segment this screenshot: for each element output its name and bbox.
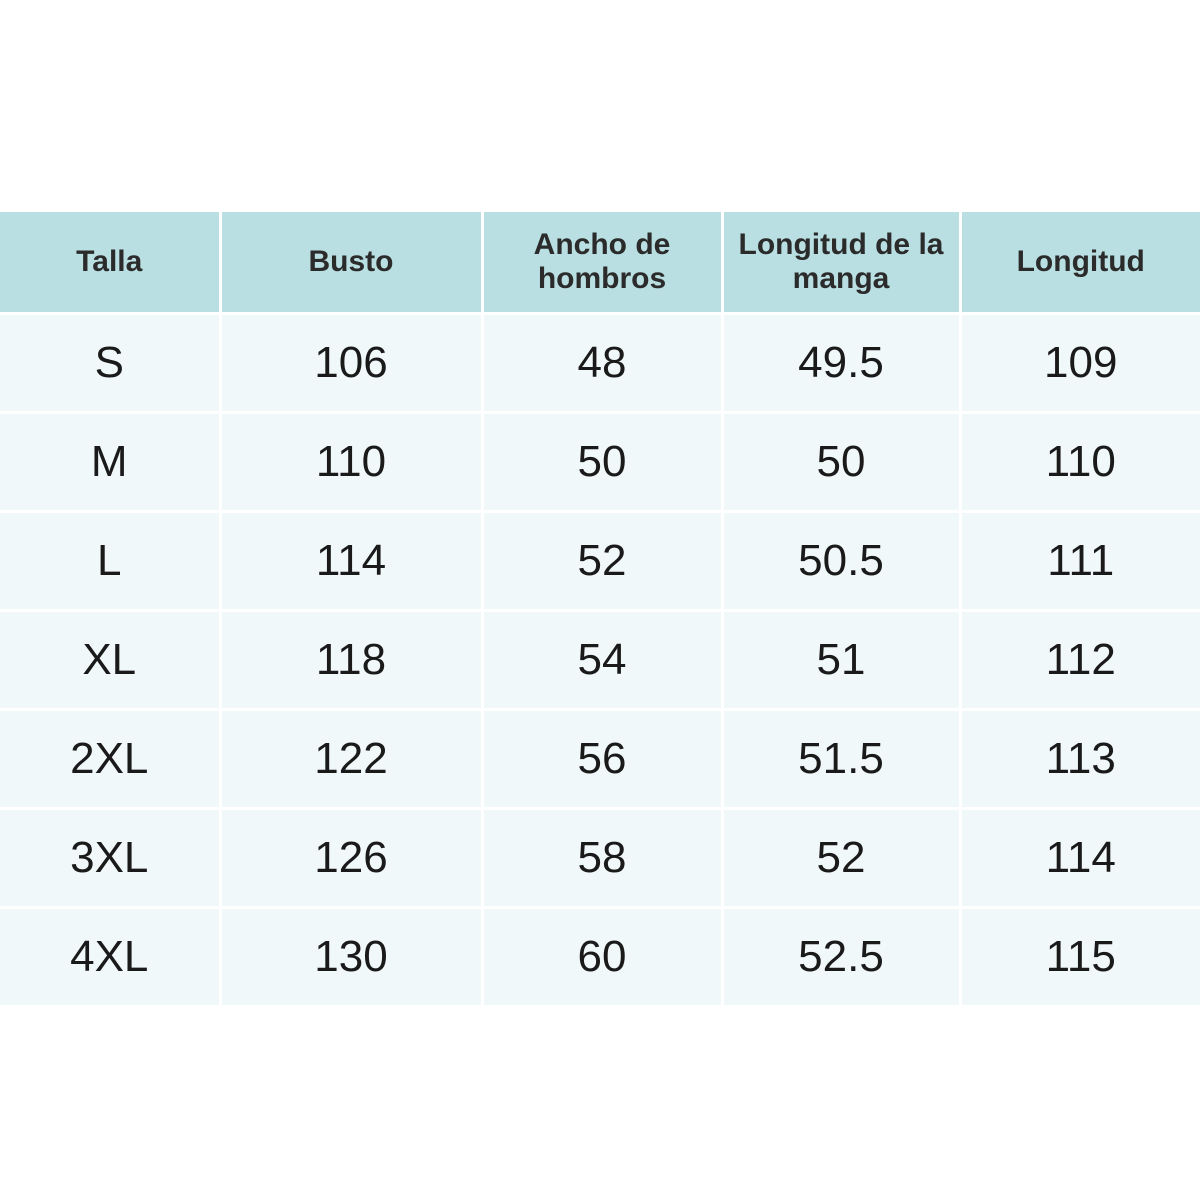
- cell-size: 4XL: [0, 908, 220, 1006]
- cell-size: M: [0, 413, 220, 512]
- cell-busto: 130: [220, 908, 482, 1006]
- cell-busto: 114: [220, 512, 482, 611]
- cell-longitud-manga: 51: [722, 611, 960, 710]
- cell-size: 2XL: [0, 710, 220, 809]
- cell-busto: 106: [220, 314, 482, 413]
- table-row: [0, 908, 1200, 1006]
- cell-size: S: [0, 314, 220, 413]
- table-body: [0, 314, 1200, 1006]
- cell-ancho-hombros: 52: [482, 512, 722, 611]
- cell-busto: 118: [220, 611, 482, 710]
- cell-longitud: 112: [960, 611, 1200, 710]
- cell-ancho-hombros: 48: [482, 314, 722, 413]
- cell-busto: 122: [220, 710, 482, 809]
- cell-longitud-manga: 50: [722, 413, 960, 512]
- cell-longitud-manga: 50.5: [722, 512, 960, 611]
- cell-size: L: [0, 512, 220, 611]
- cell-size: XL: [0, 611, 220, 710]
- cell-ancho-hombros: 60: [482, 908, 722, 1006]
- cell-longitud: 114: [960, 809, 1200, 908]
- table-row: [0, 710, 1200, 809]
- cell-longitud: 109: [960, 314, 1200, 413]
- column-header-longitud: Longitud: [960, 212, 1200, 314]
- cell-longitud-manga: 52.5: [722, 908, 960, 1006]
- cell-longitud: 111: [960, 512, 1200, 611]
- column-header-ancho-de-hombros: Ancho de hombros: [482, 212, 722, 314]
- cell-longitud-manga: 49.5: [722, 314, 960, 413]
- table-row: [0, 809, 1200, 908]
- size-chart-table-wrapper: [0, 212, 1200, 1005]
- cell-ancho-hombros: 50: [482, 413, 722, 512]
- table-row: [0, 611, 1200, 710]
- table-header: [0, 212, 1200, 314]
- cell-ancho-hombros: 56: [482, 710, 722, 809]
- cell-longitud: 110: [960, 413, 1200, 512]
- cell-busto: 110: [220, 413, 482, 512]
- cell-longitud-manga: 51.5: [722, 710, 960, 809]
- column-header-longitud-de-la-manga: Longitud de la manga: [722, 212, 960, 314]
- cell-busto: 126: [220, 809, 482, 908]
- cell-longitud: 113: [960, 710, 1200, 809]
- table-row: [0, 413, 1200, 512]
- table-row: [0, 512, 1200, 611]
- size-chart-table: [0, 212, 1200, 1005]
- cell-longitud: 115: [960, 908, 1200, 1006]
- table-header-row: [0, 212, 1200, 314]
- cell-ancho-hombros: 58: [482, 809, 722, 908]
- cell-longitud-manga: 52: [722, 809, 960, 908]
- table-row: [0, 314, 1200, 413]
- column-header-talla: Talla: [0, 212, 220, 314]
- cell-ancho-hombros: 54: [482, 611, 722, 710]
- cell-size: 3XL: [0, 809, 220, 908]
- column-header-busto: Busto: [220, 212, 482, 314]
